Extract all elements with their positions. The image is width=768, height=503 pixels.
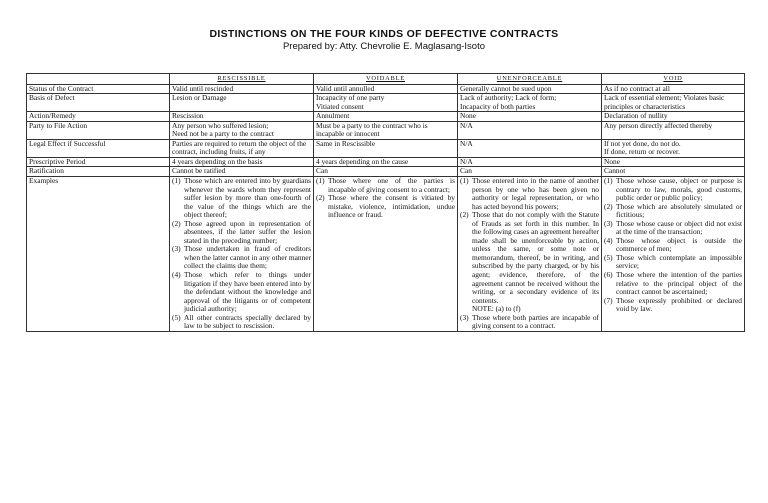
list-item xyxy=(172,177,311,220)
item-text: Those where the consent is vitiated by mistake, violence, intimidation, undue influence or fraud. xyxy=(328,193,455,220)
table-cell: Lack of authority; Lack of form; Incapacity of both parties xyxy=(458,94,602,112)
table-cell: Generally cannot be sued upon xyxy=(458,84,602,94)
table-cell: N/A xyxy=(458,121,602,139)
table-row xyxy=(27,112,745,122)
examples-list xyxy=(460,177,599,331)
table-cell: If not yet done, do not do. If done, return or recover. xyxy=(602,139,745,157)
row-label: Status of the Contract xyxy=(27,84,170,94)
row-label: Action/Remedy xyxy=(27,112,170,122)
item-text: Those where both parties are incapable of giving consent to a contract. xyxy=(472,312,599,331)
document-title: DISTINCTIONS ON THE FOUR KINDS OF DEFECTIVE CONTRACTS xyxy=(209,28,559,40)
header-blank xyxy=(27,74,170,85)
table-cell: Any person who suffered lesion; Need not be a party to the contract xyxy=(170,121,314,139)
item-number: (1) xyxy=(604,176,613,186)
item-number: (3) xyxy=(604,218,613,228)
examples-cell-rescissible xyxy=(170,177,314,332)
item-text: Those which contemplate an impossible service; xyxy=(616,252,742,271)
row-label: Party to File Action xyxy=(27,121,170,139)
item-number: (7) xyxy=(604,295,613,305)
header-row xyxy=(27,74,745,85)
table-row xyxy=(27,157,745,167)
table-cell: Any person directly affected thereby xyxy=(602,121,745,139)
list-item xyxy=(604,271,742,297)
item-text: Those agreed upon in representation of absentees, if the latter suffer the lesion stated in the preceding number; xyxy=(184,218,311,245)
table-cell: Declaration of nullity xyxy=(602,112,745,122)
list-item xyxy=(604,297,742,314)
item-number: (4) xyxy=(172,270,181,280)
table-cell: Can xyxy=(314,167,458,177)
table-cell: N/A xyxy=(458,139,602,157)
list-item xyxy=(316,177,455,194)
list-item xyxy=(460,211,599,314)
item-number: (2) xyxy=(316,193,325,203)
item-number: (1) xyxy=(460,176,469,186)
item-number: (4) xyxy=(604,235,613,245)
item-text: Those entered into in the name of another person by one who has been given no authority or legal representation, or who has acted beyond his powers; xyxy=(472,176,599,211)
row-label: Ratification xyxy=(27,167,170,177)
item-number: (3) xyxy=(460,312,469,322)
item-text: Those which are entered into by guardians whenever the wards whom they represent suffer lesion by more than one-fourth of the value of the things which are the object thereof; xyxy=(184,176,311,220)
list-item xyxy=(460,177,599,211)
table-cell: Same in Rescissible xyxy=(314,139,458,157)
item-number: (6) xyxy=(604,270,613,280)
list-item xyxy=(172,314,311,331)
examples-cell-voidable xyxy=(314,177,458,332)
table-row xyxy=(27,94,745,112)
table-cell: Valid until annulled xyxy=(314,84,458,94)
table-cell: Incapacity of one party Vitiated consent xyxy=(314,94,458,112)
header-unenforceable: UNENFORCEABLE xyxy=(458,74,602,85)
table-cell: Rescission xyxy=(170,112,314,122)
table-cell: N/A xyxy=(458,157,602,167)
list-item xyxy=(172,245,311,271)
item-number: (1) xyxy=(172,176,181,186)
table-cell: Cannot be ratified xyxy=(170,167,314,177)
item-text: Those which are absolutely simulated or fictitious; xyxy=(616,201,742,220)
list-item xyxy=(604,237,742,254)
table-cell: Must be a party to the contract who is incapable or innocent xyxy=(314,121,458,139)
list-item xyxy=(604,254,742,271)
item-number: (2) xyxy=(460,210,469,220)
table-cell: 4 years depending on the basis xyxy=(170,157,314,167)
item-text: Those which refer to things under litigation if they have been entered into by the defendant without the knowledge and approval of the litigants or of competent judicial authority; xyxy=(184,270,311,314)
table-row xyxy=(27,139,745,157)
item-text: Those expressly prohibited or declared void by law. xyxy=(616,295,742,314)
item-text: Those where the intention of the parties relative to the principal object of the contract cannot be ascertained; xyxy=(616,270,742,297)
item-text: All other contracts specially declared by law to be subject to rescission. xyxy=(184,312,311,331)
row-label: Examples xyxy=(27,177,170,332)
item-text: Those whose object is outside the commerce of men; xyxy=(616,235,742,254)
item-text: Those that do not comply with the Statute of Frauds as set forth in this number. In the following cases an agreement hereafter made shall be unenforceable by action, unless the same, or some note or memorandum, thereof, be in writing, and subscribed by the party charged, or by his agent; evidence, therefore, of the agreement cannot be received without the writing, or a secondary evidence of its contents. NOTE: (a) to (f) xyxy=(472,210,599,314)
examples-list xyxy=(604,177,742,314)
item-text: Those whose cause, object or purpose is contrary to law, morals, good customs, public order or public policy; xyxy=(616,176,742,203)
list-item xyxy=(172,271,311,314)
table-cell: None xyxy=(458,112,602,122)
row-label: Legal Effect if Successful xyxy=(27,139,170,157)
item-text: Those where one of the parties is incapable of giving consent to a contract; xyxy=(328,176,455,194)
list-item xyxy=(460,314,599,331)
item-number: (1) xyxy=(316,176,325,186)
examples-cell-void xyxy=(602,177,745,332)
document-subtitle: Prepared by: Atty. Chevrolie E. Maglasang-Isoto xyxy=(282,41,486,52)
table-cell: 4 years depending on the cause xyxy=(314,157,458,167)
examples-list xyxy=(316,177,455,220)
table-cell: Valid until rescinded xyxy=(170,84,314,94)
table-cell: As if no contract at all xyxy=(602,84,745,94)
row-label: Prescriptive Period xyxy=(27,157,170,167)
row-label: Basis of Defect xyxy=(27,94,170,112)
header-voidable: VOIDABLE xyxy=(314,74,458,85)
item-number: (2) xyxy=(172,218,181,228)
list-item xyxy=(172,220,311,246)
header-void: VOID xyxy=(602,74,745,85)
list-item xyxy=(316,194,455,220)
table-cell: Annulment xyxy=(314,112,458,122)
table-cell: None xyxy=(602,157,745,167)
item-number: (2) xyxy=(604,201,613,211)
list-item xyxy=(604,220,742,237)
comparison-table xyxy=(26,73,745,332)
item-number: (5) xyxy=(604,252,613,262)
examples-row xyxy=(27,177,745,332)
item-number: (3) xyxy=(172,244,181,254)
examples-cell-unenforceable xyxy=(458,177,602,332)
header-rescissible: RESCISSIBLE xyxy=(170,74,314,85)
table-row xyxy=(27,121,745,139)
list-item xyxy=(604,177,742,203)
table-cell: Cannot xyxy=(602,167,745,177)
examples-list xyxy=(172,177,311,331)
table-cell: Can xyxy=(458,167,602,177)
item-number: (5) xyxy=(172,312,181,322)
item-text: Those undertaken in fraud of creditors when the latter cannot in any other manner collect the claims due them; xyxy=(184,244,311,271)
list-item xyxy=(604,203,742,220)
table-cell: Parties are required to return the object of the contract, including fruits, if any xyxy=(170,139,314,157)
item-text: Those whose cause or object did not exist at the time of the transaction; xyxy=(616,218,742,237)
table-cell: Lack of essential element; Violates basic principles or characteristics xyxy=(602,94,745,112)
table-cell: Lesion or Damage xyxy=(170,94,314,112)
